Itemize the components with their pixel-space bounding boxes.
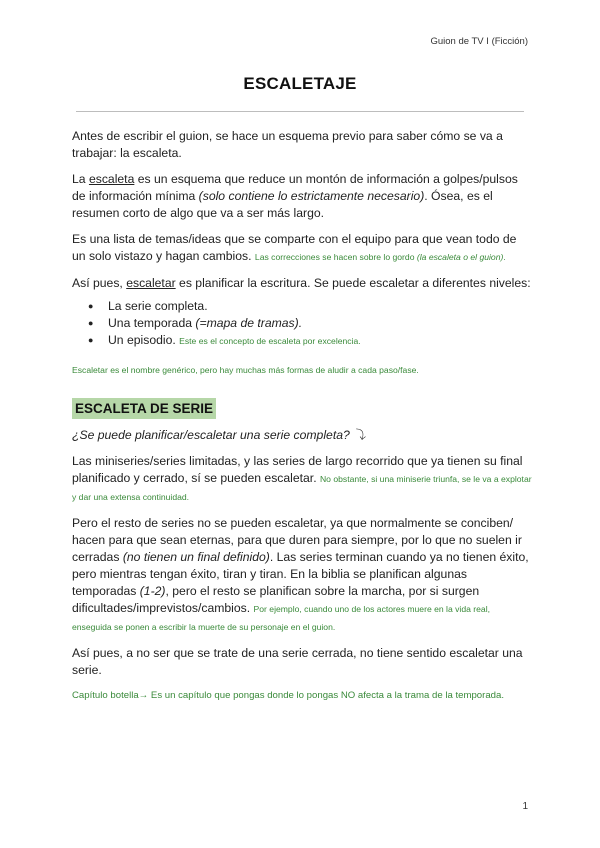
paragraph-list-description	[72, 231, 532, 266]
paragraph-conclusion: Así pues, a no ser que se trate de una serie cerrada, no tiene sentido escaletar una serie.	[72, 646, 523, 677]
horizontal-divider	[76, 111, 524, 112]
italic-text: (solo contiene lo estrictamente necesario)	[198, 189, 425, 203]
document-header: Guion de TV I (Ficción)	[430, 36, 528, 47]
text: . Ósea, es el resumen corto de algo que va a ser más largo.	[72, 189, 493, 220]
page-number: 1	[522, 801, 528, 812]
page-title: ESCALETAJE	[243, 74, 357, 93]
term-escaletar: escaletar	[126, 276, 176, 290]
document-body	[72, 128, 532, 712]
paragraph-definition	[72, 171, 532, 222]
text: Las miniseries/series limitadas, y las series de largo recorrido que ya tienen su final planificado y cerrado, sí se pueden escaletar.	[72, 454, 523, 485]
list-item: ● Un episodio. Este es el concepto de escaleta por excelencia.	[108, 332, 532, 350]
question-line: ¿Se puede planificar/escaletar una serie completa? ⤵	[72, 428, 366, 442]
green-note-capitulo-botella: Capítulo botella→ Es un capítulo que pongas donde lo pongas NO afecta a la trama de la temporada.	[72, 690, 504, 701]
text: Es una lista de temas/ideas que se comparte con el equipo para que vean todo de un solo vistazo y hagan cambios.	[72, 232, 517, 263]
green-note-generic: Escaletar es el nombre genérico, pero hay muchas más formas de aludir a cada paso/fase.	[72, 365, 419, 375]
text: Así pues,	[72, 276, 127, 290]
paragraph-intro: Antes de escribir el guion, se hace un esquema previo para saber cómo se va a trabajar: la escaleta.	[72, 129, 503, 160]
section-heading: ESCALETA DE SERIE	[72, 398, 216, 419]
text: La	[72, 172, 89, 186]
green-note: Las correcciones se hacen sobre lo gordo (la escaleta o el guion).	[254, 252, 506, 262]
paragraph-series-eternas: Pero el resto de series no se pueden escaletar, ya que normalmente se conciben/ hacen para que sean eternas, para que duren para siempre, por lo que no suelen ir cerradas (no tienen un final definido). Las series terminan cuando ya no tienen éxito, pero mientras tengan éxito, tiran y tiran. En la biblia se planifican algunas temporadas (1-2), pero el resto se planifican sobre la marcha, por si surgen dificultades/imprevistos/cambios. Por ejemplo, cuando uno de los actores muere en la vida real, enseguida se ponen a escribir la muerte de su personaje en el guion.	[72, 516, 529, 632]
list-item: ● La serie completa.	[108, 298, 532, 315]
paragraph-miniseries	[72, 453, 532, 506]
levels-list	[72, 298, 532, 350]
text: es planificar la escritura. Se puede escaletar a diferentes niveles:	[175, 276, 531, 290]
paragraph-escaletar	[72, 275, 532, 292]
text: es un esquema que reduce un montón de información a golpes/pulsos de información mínima	[72, 172, 518, 203]
term-escaleta: escaleta	[88, 172, 135, 186]
green-note: Por ejemplo, cuando uno de los actores muere en la vida real, enseguida se ponen a escribir la muerte de su personaje en el guion.	[72, 604, 490, 632]
list-item: ● Una temporada (=mapa de tramas).	[108, 315, 532, 332]
green-note: No obstante, si una miniserie triunfa, se le va a explotar y dar una extensa continuidad.	[72, 474, 532, 502]
